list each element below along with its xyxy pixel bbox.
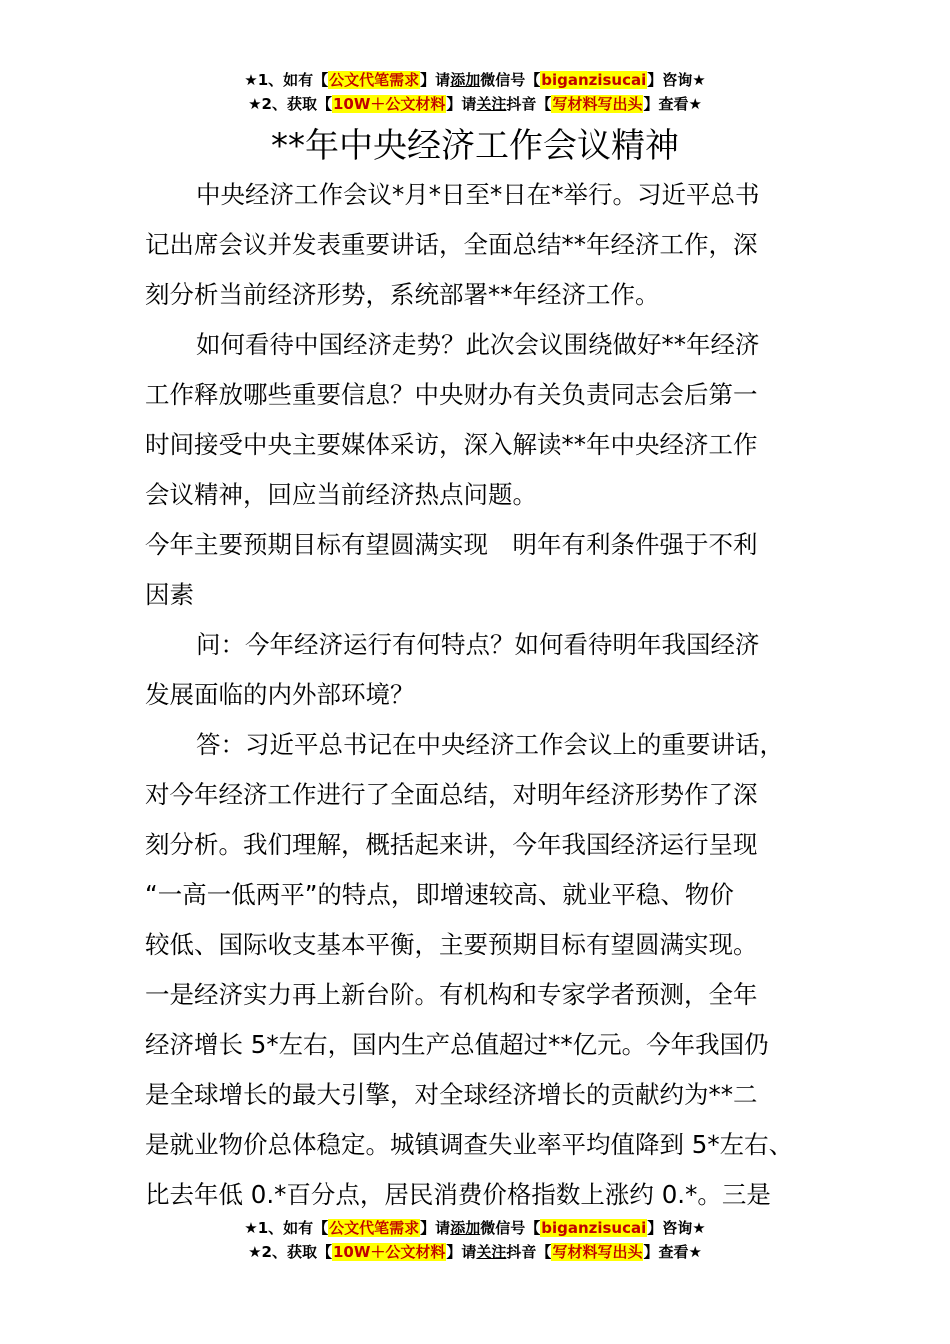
section-heading: 今年主要预期目标有望圆满实现 明年有利条件强于不利 bbox=[145, 530, 758, 559]
text-line: 如何看待中国经济走势？此次会议围绕做好**年经济 bbox=[196, 330, 760, 359]
banner-line-2 bbox=[0, 92, 950, 116]
answer-line: “一高一低两平”的特点，即增速较高、就业平稳、物价 bbox=[145, 880, 734, 909]
banner-text: ★1、如有【 bbox=[244, 71, 329, 89]
document-title: **年中央经济工作会议精神 bbox=[271, 126, 679, 166]
banner-text: 】请 bbox=[420, 71, 451, 89]
banner-text: 抖音【 bbox=[506, 1243, 552, 1261]
banner-text: ★2、获取【 bbox=[248, 1243, 332, 1261]
wechat-id: biganzisucai bbox=[541, 1219, 647, 1237]
answer-line: 刻分析。我们理解，概括起来讲，今年我国经济运行呈现 bbox=[145, 830, 758, 859]
document-body bbox=[145, 170, 827, 1220]
banner-text: 】请 bbox=[446, 95, 477, 113]
banner-line-1 bbox=[0, 1216, 950, 1240]
question-line: 发展面临的内外部环境？ bbox=[145, 680, 415, 709]
text-line: 刻分析当前经济形势，系统部署**年经济工作。 bbox=[145, 280, 660, 309]
question-line: 问：今年经济运行有何特点？如何看待明年我国经济 bbox=[196, 630, 760, 659]
banner-text: 】请 bbox=[446, 1243, 477, 1261]
banner-text: 添加 bbox=[450, 71, 481, 89]
answer-line: 较低、国际收支基本平衡，主要预期目标有望圆满实现。 bbox=[145, 930, 758, 959]
douyin-id: 写材料写出头 bbox=[552, 95, 643, 113]
banner-text: 】咨询★ bbox=[647, 71, 706, 89]
answer-line: 对今年经济工作进行了全面总结，对明年经济形势作了深 bbox=[145, 780, 758, 809]
text-line: 工作释放哪些重要信息？中央财办有关负责同志会后第一 bbox=[145, 380, 758, 409]
banner-text: 关注 bbox=[476, 95, 507, 113]
banner-text: 添加 bbox=[450, 1219, 481, 1237]
banner-text: ★1、如有【 bbox=[244, 1219, 329, 1237]
answer-line: 经济增长 5*左右，国内生产总值超过**亿元。今年我国仍 bbox=[145, 1030, 769, 1059]
text-line: 中央经济工作会议*月*日至*日在*举行。习近平总书 bbox=[196, 180, 760, 209]
banner-text: 】咨询★ bbox=[647, 1219, 706, 1237]
banner-text: 抖音【 bbox=[506, 95, 552, 113]
douyin-id: 写材料写出头 bbox=[552, 1243, 643, 1261]
section-heading: 因素 bbox=[145, 580, 194, 609]
answer-line: 一是经济实力再上新台阶。有机构和专家学者预测，全年 bbox=[145, 980, 758, 1009]
banner-text: 微信号【 bbox=[480, 1219, 541, 1237]
banner-text: ★2、获取【 bbox=[248, 95, 332, 113]
highlight-text: 公文代笔需求 bbox=[329, 71, 420, 89]
banner-line-1 bbox=[0, 68, 950, 92]
text-line: 记出席会议并发表重要讲话，全面总结**年经济工作，深 bbox=[145, 230, 758, 259]
banner-text: 】请 bbox=[420, 1219, 451, 1237]
wechat-id: biganzisucai bbox=[541, 71, 647, 89]
banner-text: 】查看★ bbox=[643, 1243, 702, 1261]
answer-line: 是就业物价总体稳定。城镇调查失业率平均值降到 5*左右、 bbox=[145, 1130, 794, 1159]
banner-line-2 bbox=[0, 1240, 950, 1264]
answer-line: 比去年低 0.*百分点，居民消费价格指数上涨约 0.*。三是 bbox=[145, 1180, 771, 1209]
highlight-text: 公文代笔需求 bbox=[329, 1219, 420, 1237]
footer-banner bbox=[0, 1216, 950, 1264]
header-banner bbox=[0, 68, 950, 116]
banner-text: 】查看★ bbox=[643, 95, 702, 113]
banner-text: 关注 bbox=[476, 1243, 507, 1261]
answer-line: 答：习近平总书记在中央经济工作会议上的重要讲话， bbox=[196, 730, 784, 759]
text-line: 会议精神，回应当前经济热点问题。 bbox=[145, 480, 537, 509]
text-line: 时间接受中央主要媒体采访，深入解读**年中央经济工作 bbox=[145, 430, 758, 459]
banner-text: 微信号【 bbox=[480, 71, 541, 89]
highlight-text: 10W＋公文材料 bbox=[332, 95, 446, 113]
highlight-text: 10W＋公文材料 bbox=[332, 1243, 446, 1261]
answer-line: 是全球增长的最大引擎，对全球经济增长的贡献约为**二 bbox=[145, 1080, 758, 1109]
